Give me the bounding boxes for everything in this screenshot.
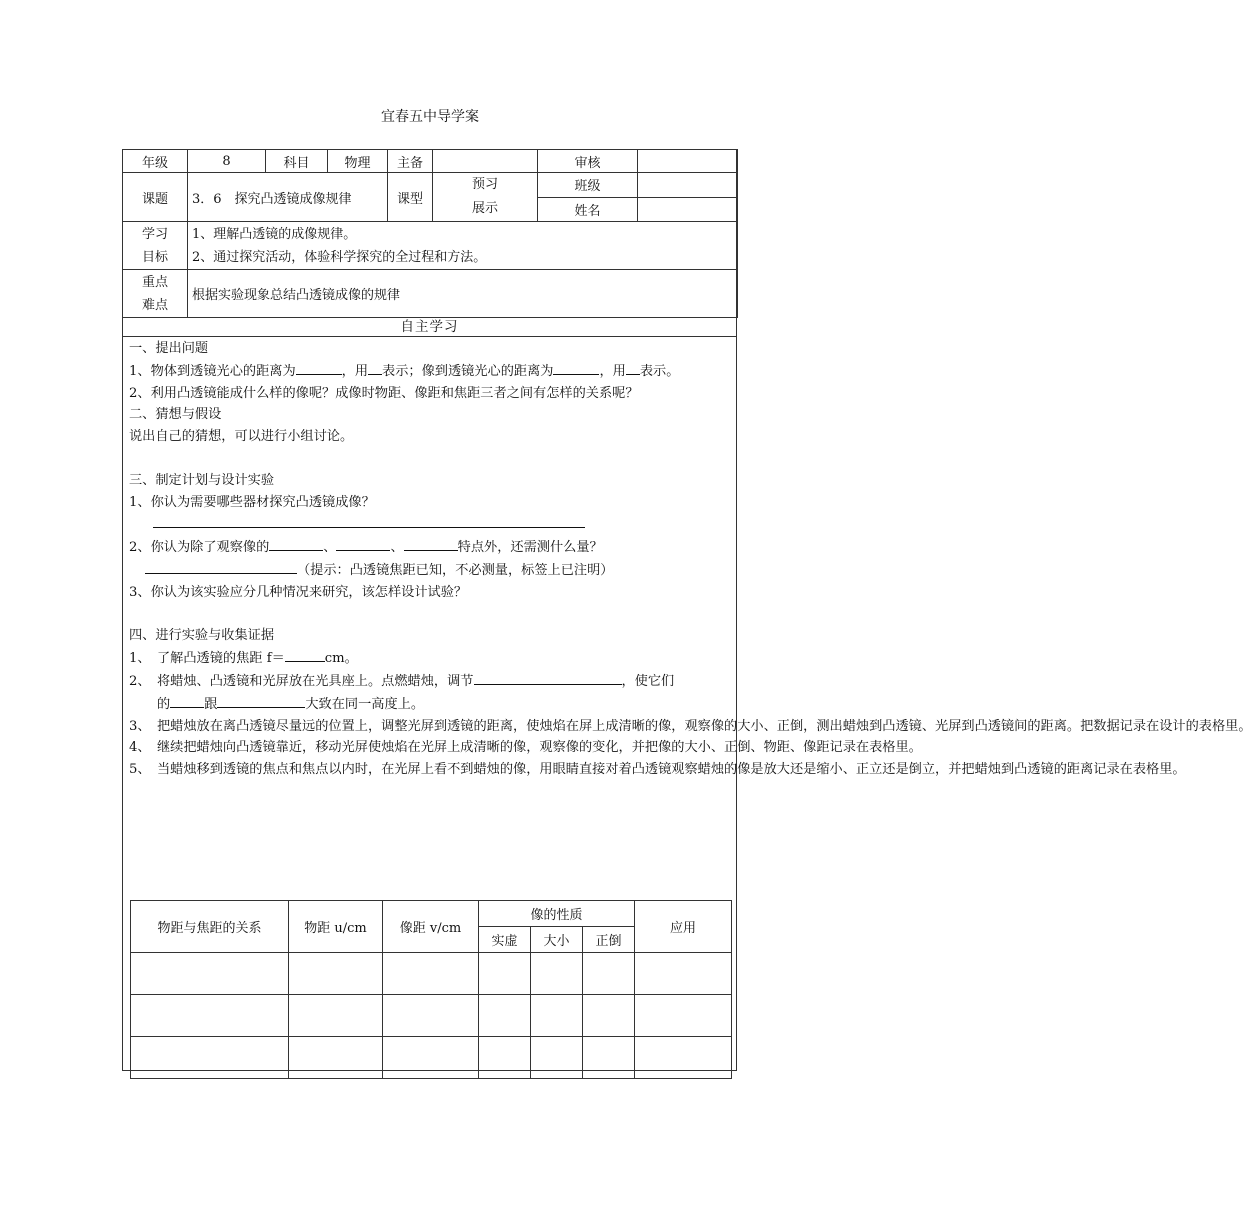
subject-label: 科目 bbox=[266, 150, 328, 173]
goals-label bbox=[123, 222, 188, 270]
name-label: 姓名 bbox=[538, 197, 638, 222]
topic-value: 3．6 探究凸透镜成像规律 bbox=[188, 173, 388, 222]
blank-image-symbol[interactable] bbox=[626, 360, 640, 375]
focus-label-2: 难点 bbox=[141, 297, 168, 313]
table-cell[interactable] bbox=[531, 995, 583, 1037]
table-cell[interactable] bbox=[583, 1037, 635, 1079]
goal-1: 1、理解凸透镜的成像规律。 bbox=[192, 226, 357, 242]
type-show: 展示 bbox=[471, 201, 498, 216]
type-preview: 预习 bbox=[471, 177, 498, 192]
step-1-num: 1、 bbox=[129, 651, 151, 667]
s3-q2-sep-1: 、 bbox=[323, 540, 337, 556]
s1-q1-text-c: 表示；像到透镜光心的距离为 bbox=[382, 363, 554, 379]
blank-center-1[interactable] bbox=[170, 693, 204, 708]
goals-label-2: 目标 bbox=[141, 249, 168, 265]
col-application: 应用 bbox=[635, 901, 732, 953]
step-3-num: 3、 bbox=[129, 718, 151, 734]
step-4-num: 4、 bbox=[129, 740, 151, 756]
topic-label: 课题 bbox=[123, 173, 188, 222]
step-2-num: 2、 bbox=[129, 673, 151, 689]
step-2-text-b: ，使它们 bbox=[621, 673, 675, 689]
table-row bbox=[131, 995, 732, 1037]
study-content bbox=[129, 338, 1252, 781]
table-cell[interactable] bbox=[131, 953, 289, 995]
step-1-text-b: cm。 bbox=[324, 651, 358, 667]
col-orientation: 正倒 bbox=[583, 927, 635, 953]
table-cell[interactable] bbox=[583, 995, 635, 1037]
col-real-virtual: 实虚 bbox=[479, 927, 531, 953]
step-2-text-d: 跟 bbox=[204, 696, 218, 712]
step-5-num: 5、 bbox=[129, 762, 151, 778]
focus-label-1: 重点 bbox=[141, 274, 168, 290]
step-4-text: 继续把蜡烛向凸透镜靠近，移动光屏使烛焰在光屏上成清晰的像，观察像的变化，并把像的大小、正倒、物距、像距记录在表格里。 bbox=[157, 740, 922, 756]
s1-q1-text-d: ，用 bbox=[599, 363, 626, 379]
table-cell[interactable] bbox=[289, 1037, 383, 1079]
s3-q2-hint-text: （提示：凸透镜焦距已知，不必测量，标签上已注明） bbox=[297, 562, 614, 578]
step-2-text-a: 将蜡烛、凸透镜和光屏放在光具座上。点燃蜡烛，调节 bbox=[157, 673, 474, 689]
table-cell[interactable] bbox=[383, 1037, 479, 1079]
doc-title: 宜春五中导学案 bbox=[381, 109, 479, 125]
step-3-text: 把蜡烛放在离凸透镜尽量远的位置上，调整光屏到透镜的距离，使烛焰在屏上成清晰的像，观察像的大小、正倒，测出蜡烛到凸透镜、光屏到凸透镜间的距离。把数据记录在设计的表格里。 bbox=[157, 718, 1252, 734]
s3-title: 三、制定计划与设计实验 bbox=[129, 472, 275, 488]
blank-center-2[interactable] bbox=[217, 693, 305, 708]
spacer-2 bbox=[129, 604, 734, 626]
table-cell[interactable] bbox=[383, 995, 479, 1037]
col-image-nature: 像的性质 bbox=[479, 901, 635, 927]
class-label: 班级 bbox=[538, 173, 638, 198]
step-5 bbox=[129, 759, 1186, 781]
goals-label-1: 学习 bbox=[141, 226, 168, 242]
type-label: 课型 bbox=[388, 173, 433, 222]
section-title: 自主学习 bbox=[400, 319, 459, 335]
class-value[interactable] bbox=[638, 173, 738, 198]
grade-label: 年级 bbox=[123, 150, 188, 173]
blank-equipment[interactable] bbox=[153, 513, 585, 528]
blank-adjust[interactable] bbox=[474, 670, 622, 685]
s3-answer-line-1 bbox=[129, 513, 734, 536]
name-value[interactable] bbox=[638, 197, 738, 222]
worksheet-frame bbox=[122, 149, 1252, 1071]
step-2-text-e: 大致在同一高度上。 bbox=[305, 696, 425, 712]
s2-text: 说出自己的猜想，可以进行小组讨论。 bbox=[129, 429, 354, 445]
subject-value: 物理 bbox=[328, 150, 388, 173]
table-cell[interactable] bbox=[583, 953, 635, 995]
table-cell[interactable] bbox=[531, 953, 583, 995]
step-2-cont bbox=[129, 693, 734, 716]
blank-feature-3[interactable] bbox=[404, 536, 458, 551]
header-table bbox=[122, 149, 738, 318]
s3-question-1: 1、你认为需要哪些器材探究凸透镜成像？ bbox=[129, 494, 375, 510]
step-2-text-c: 的 bbox=[157, 696, 171, 712]
table-cell[interactable] bbox=[635, 953, 732, 995]
s1-question-2: 2、利用凸透镜能成什么样的像呢？成像时物距、像距和焦距三者之间有怎样的关系呢？ bbox=[129, 385, 639, 401]
s4-title: 四、进行实验与收集证据 bbox=[129, 628, 275, 644]
blank-measure[interactable] bbox=[145, 559, 297, 574]
s1-title: 一、提出问题 bbox=[129, 341, 209, 356]
s3-q2-text-b: 特点外，还需测什么量？ bbox=[457, 540, 603, 556]
s1-q1-text-b: ，用 bbox=[341, 363, 369, 379]
focus-value: 根据实验现象总结凸透镜成像的规律 bbox=[188, 270, 738, 318]
col-object-distance: 物距 u/cm bbox=[289, 901, 383, 953]
blank-object-distance[interactable] bbox=[296, 360, 342, 375]
table-cell[interactable] bbox=[531, 1037, 583, 1079]
table-cell[interactable] bbox=[479, 995, 531, 1037]
step-1-text-a: 了解凸透镜的焦距 f＝ bbox=[157, 651, 285, 667]
spacer bbox=[129, 448, 734, 470]
host-value[interactable] bbox=[433, 150, 538, 173]
s3-q2-text-a: 2、你认为除了观察像的 bbox=[129, 540, 270, 556]
record-table bbox=[130, 900, 732, 1079]
col-size: 大小 bbox=[531, 927, 583, 953]
table-cell[interactable] bbox=[289, 995, 383, 1037]
table-cell[interactable] bbox=[635, 995, 732, 1037]
blank-feature-2[interactable] bbox=[336, 536, 390, 551]
s2-title: 二、猜想与假设 bbox=[129, 407, 222, 423]
section-divider bbox=[123, 336, 736, 337]
table-cell[interactable] bbox=[383, 953, 479, 995]
table-cell[interactable] bbox=[479, 1037, 531, 1079]
col-image-distance: 像距 v/cm bbox=[383, 901, 479, 953]
focus-label bbox=[123, 270, 188, 318]
table-cell[interactable] bbox=[479, 953, 531, 995]
table-row bbox=[131, 1037, 732, 1079]
s1-q1-text-a: 1、物体到透镜光心的距离为 bbox=[129, 363, 296, 379]
type-value bbox=[433, 173, 538, 222]
s3-question-2 bbox=[129, 536, 734, 559]
table-row bbox=[131, 953, 732, 995]
grade-value: 8 bbox=[188, 150, 266, 173]
review-label: 审核 bbox=[538, 150, 638, 173]
col-relation: 物距与焦距的关系 bbox=[131, 901, 289, 953]
table-cell[interactable] bbox=[635, 1037, 732, 1079]
goals-value bbox=[188, 222, 738, 270]
blank-feature-1[interactable] bbox=[269, 536, 323, 551]
review-value[interactable] bbox=[638, 150, 738, 173]
goal-2: 2、通过探究活动，体验科学探究的全过程和方法。 bbox=[192, 249, 487, 265]
step-3 bbox=[129, 716, 1252, 738]
host-label: 主备 bbox=[388, 150, 433, 173]
table-cell[interactable] bbox=[131, 995, 289, 1037]
s3-q2-sep-2: 、 bbox=[390, 540, 404, 556]
blank-object-symbol[interactable] bbox=[368, 360, 382, 375]
step-1 bbox=[129, 647, 734, 670]
s3-question-3: 3、你认为该实验应分几种情况来研究，该怎样设计试验？ bbox=[129, 584, 468, 600]
table-cell[interactable] bbox=[131, 1037, 289, 1079]
blank-image-distance[interactable] bbox=[553, 360, 599, 375]
table-cell[interactable] bbox=[289, 953, 383, 995]
blank-focal-length[interactable] bbox=[285, 647, 325, 662]
step-5-text: 当蜡烛移到透镜的焦点和焦点以内时，在光屏上看不到蜡烛的像，用眼睛直接对着凸透镜观察蜡烛的像是放大还是缩小、正立还是倒立，并把蜡烛到凸透镜的距离记录在表格里。 bbox=[157, 762, 1186, 778]
s3-question-2-hint bbox=[129, 559, 734, 582]
s1-q1-text-e: 表示。 bbox=[639, 363, 680, 379]
step-2 bbox=[129, 670, 734, 693]
s1-question-1 bbox=[129, 360, 734, 383]
step-4 bbox=[129, 737, 922, 759]
